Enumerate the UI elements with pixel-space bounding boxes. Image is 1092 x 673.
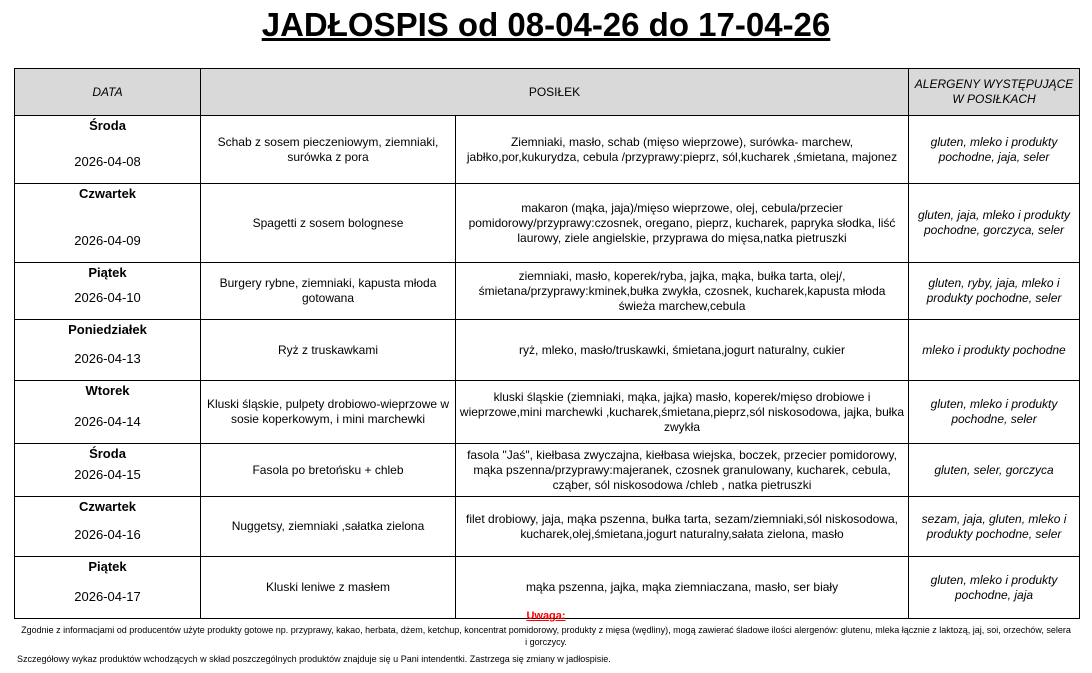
- page-title: JADŁOSPIS od 08-04-26 do 17-04-26: [261, 6, 831, 43]
- day-name: Czwartek: [78, 186, 137, 201]
- allergen-notice: Zgodnie z informacjami od producentów użyte produkty gotowe np. przyprawy, kakao, herbata, dżem, ketchup, koncentrat pomidorowy, produkty z mięsa (wędliny), mogą zawierać śladowe ilości alergenów: glutenu, mleka łącznie z laktozą, jaj, soi, orzechów, selera i gorczycy.: [21, 625, 1071, 647]
- date-cell: [15, 497, 201, 557]
- note-heading: Uwaga:: [526, 610, 566, 622]
- date-cell: [15, 263, 201, 320]
- day-date: 2026-04-08: [74, 154, 141, 169]
- day-name: Wtorek: [85, 383, 130, 398]
- allergens-cell: gluten, ryby, jaja, mleko i produkty pochodne, seler: [909, 263, 1080, 320]
- header-row: [15, 69, 1080, 116]
- menu-table: [14, 68, 1080, 619]
- day-date: 2026-04-09: [74, 233, 141, 248]
- table-row: [15, 381, 1080, 444]
- allergens-cell: gluten, jaja, mleko i produkty pochodne, gorczyca, seler: [909, 184, 1080, 263]
- ingredients-cell: ryż, mleko, masło/truskawki, śmietana,jogurt naturalny, cukier: [456, 320, 909, 381]
- ingredients-cell: mąka pszenna, jajka, mąka ziemniaczana, masło, ser biały: [456, 557, 909, 619]
- table-row: [15, 116, 1080, 184]
- header-date: DATA: [15, 69, 201, 116]
- day-date: 2026-04-17: [74, 589, 141, 604]
- ingredients-cell: kluski śląskie (ziemniaki, mąka, jajka) masło, koperek/mięso drobiowe i wieprzowe,mini marchewki ,kucharek,śmietana,pieprz,sól niskosodowa, jajka, bułka zwykła: [456, 381, 909, 444]
- ingredients-cell: ziemniaki, masło, koperek/ryba, jajka, mąka, bułka tarta, olej/, śmietana/przyprawy:kminek,bułka zwykła, czosnek, kucharek,kapusta młoda świeża marchew,cebula: [456, 263, 909, 320]
- dish-cell: Kluski śląskie, pulpety drobiowo-wieprzowe w sosie koperkowym, i mini marchewki: [201, 381, 456, 444]
- table-row: [15, 184, 1080, 263]
- ingredients-cell: Ziemniaki, masło, schab (mięso wieprzowe), surówka- marchew, jabłko,por,kukurydza, cebula /przyprawy:pieprz, sól,kucharek ,śmietana, majonez: [456, 116, 909, 184]
- day-name: Piątek: [88, 265, 127, 280]
- table-row: [15, 263, 1080, 320]
- table-row: [15, 497, 1080, 557]
- date-cell: [15, 444, 201, 497]
- dish-cell: Nuggetsy, ziemniaki ,sałatka zielona: [201, 497, 456, 557]
- day-date: 2026-04-14: [74, 414, 141, 429]
- day-name: Środa: [89, 118, 126, 133]
- date-cell: [15, 320, 201, 381]
- table-row: [15, 320, 1080, 381]
- day-date: 2026-04-10: [74, 290, 141, 305]
- day-name: Czwartek: [78, 499, 137, 514]
- ingredients-cell: makaron (mąka, jaja)/mięso wieprzowe, olej, cebula/przecier pomidorowy/przyprawy:czosnek, oregano, pieprz, kucharek, papryka słodka, liść laurowy, ziele angielskie, przyprawa do mięsa,natka pietruszki: [456, 184, 909, 263]
- ingredients-cell: fasola "Jaś", kiełbasa zwyczajna, kiełbasa wiejska, boczek, przecier pomidorowy, mąka pszenna/przyprawy:majeranek, czosnek granulowany, kucharek, cebula, cząber, sól niskosodowa /chleb , natka pietruszki: [456, 444, 909, 497]
- day-name: Środa: [89, 446, 126, 461]
- dish-cell: Kluski leniwe z masłem: [201, 557, 456, 619]
- dish-cell: Spagetti z sosem bolognese: [201, 184, 456, 263]
- dish-cell: Fasola po bretońsku + chleb: [201, 444, 456, 497]
- allergens-cell: gluten, mleko i produkty pochodne, jaja, seler: [909, 116, 1080, 184]
- date-cell: [15, 116, 201, 184]
- dish-cell: Schab z sosem pieczeniowym, ziemniaki, surówka z pora: [201, 116, 456, 184]
- allergens-cell: gluten, mleko i produkty pochodne, jaja: [909, 557, 1080, 619]
- day-name: Piątek: [88, 559, 127, 574]
- day-date: 2026-04-15: [74, 467, 141, 482]
- date-cell: [15, 381, 201, 444]
- header-allergens: ALERGENY WYSTĘPUJĄCE W POSIŁKACH: [909, 69, 1080, 116]
- dish-cell: Ryż z truskawkami: [201, 320, 456, 381]
- day-name: Poniedziałek: [68, 322, 147, 337]
- header-meal: POSIŁEK: [201, 69, 909, 116]
- ingredients-cell: filet drobiowy, jaja, mąka pszenna, bułka tarta, sezam/ziemniaki,sól niskosodowa, kucharek,olej,śmietana,jogurt naturalny,sałata zielona, masło: [456, 497, 909, 557]
- allergens-cell: gluten, mleko i produkty pochodne, seler: [909, 381, 1080, 444]
- day-date: 2026-04-13: [74, 351, 141, 366]
- allergens-cell: sezam, jaja, gluten, mleko i produkty pochodne, seler: [909, 497, 1080, 557]
- day-date: 2026-04-16: [74, 527, 141, 542]
- table-row: [15, 444, 1080, 497]
- detail-notice: Szczegółowy wykaz produktów wchodzących w skład poszczególnych produktów znajduje się u Pani intendentki. Zastrzega się zmiany w jadłospisie.: [17, 654, 611, 664]
- dish-cell: Burgery rybne, ziemniaki, kapusta młoda gotowana: [201, 263, 456, 320]
- date-cell: [15, 184, 201, 263]
- allergens-cell: mleko i produkty pochodne: [909, 320, 1080, 381]
- allergens-cell: gluten, seler, gorczyca: [909, 444, 1080, 497]
